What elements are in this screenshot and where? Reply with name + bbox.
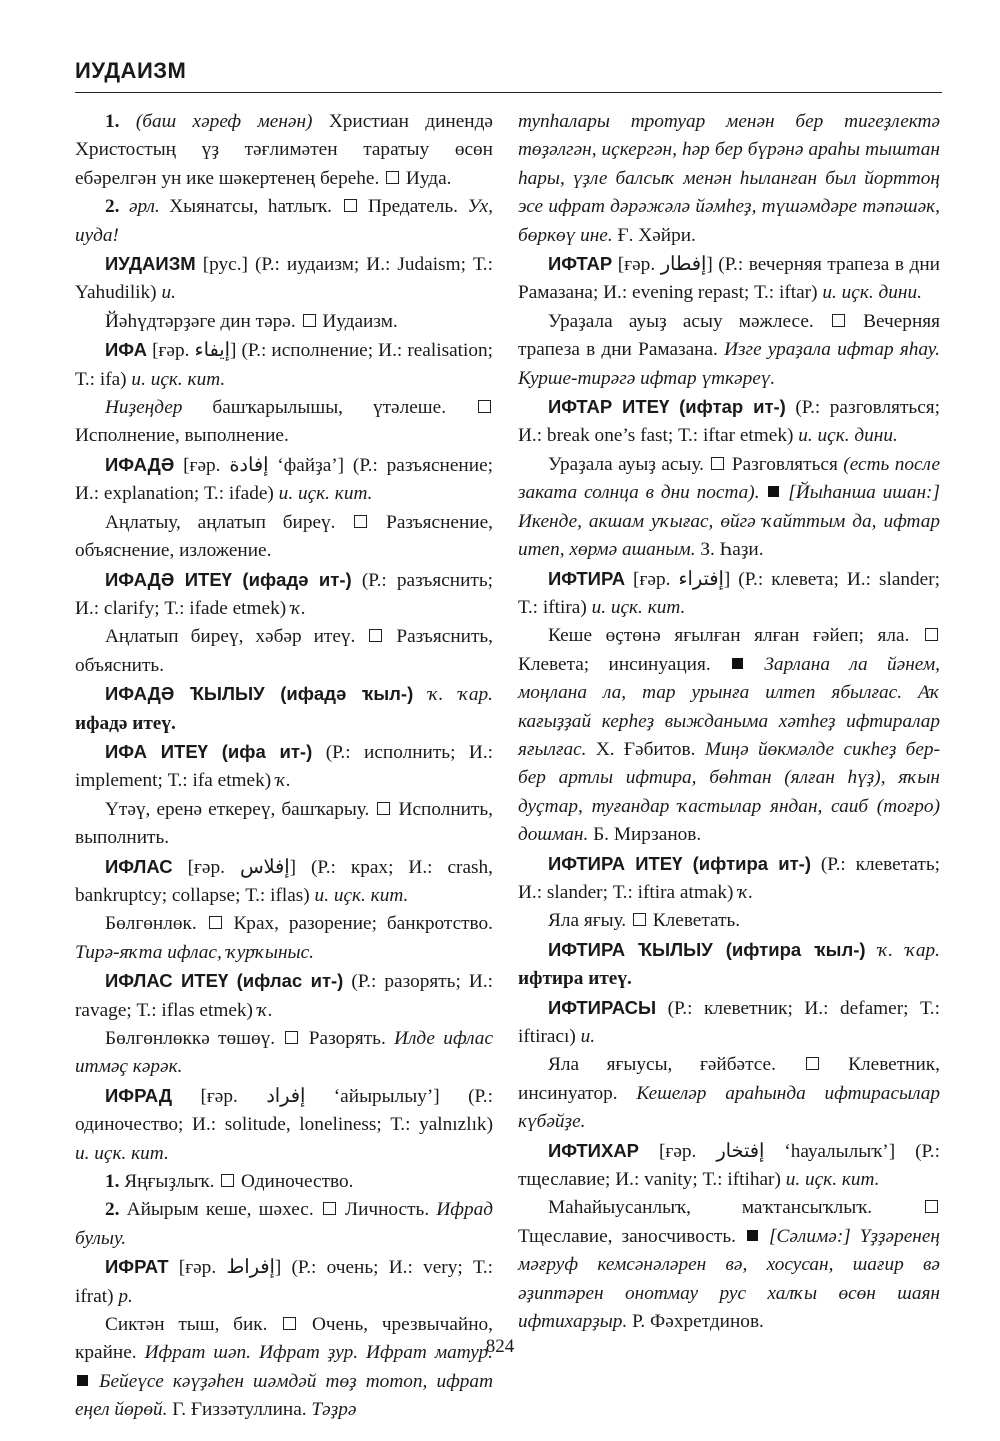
entry-headword: ИФЛАС ИТЕҮ (ифлас ит-) (105, 970, 344, 992)
translation-square-icon (377, 802, 390, 815)
etymology-text: (Р.: исполнить; И.: implement; Т.: ifa etmek) (75, 741, 493, 792)
translation-text: Исполнение, выполнение. (75, 425, 289, 447)
etymology-text: [ғәр. إفتخار ‘һауалылыҡ’] (Р.: тщеславие; И.: vanity; Т.: iftihar) (518, 1140, 940, 1191)
example-text: Илде ифлас итмәҫ кәрәк. (75, 1028, 493, 1078)
etymology-text: (Р.: разъяснить; И.: clarify; Т.: ifade etmek) (75, 569, 493, 619)
grammar-label: ҡ. ҡар. (865, 939, 940, 961)
definition-line (75, 308, 493, 336)
grammar-label: әрл. (129, 196, 160, 218)
example-text: Ифрад булыу. (75, 1199, 493, 1249)
etymology-text: (Р.: клеветник; И.: defamer; Т.: iftiracı) (518, 997, 940, 1047)
running-head: ИУДАИЗМ (75, 58, 187, 83)
etymology-text: [ғәр. إفراد ‘айырылыу’] (Р.: одиночество; И.: solitude, loneliness; Т.: yalnızlık) (75, 1085, 493, 1136)
translation-square-icon (633, 913, 646, 926)
entry-headword-line (75, 1082, 493, 1168)
definition-text: Үтәү, еренә еткереү, башҡарыу. (105, 798, 376, 820)
quotation-text: тупһалары тротуар менән бер тигеҙлектә төҙәлгән, иҫкергән, һәр бер бүрәнә араһы тыштан һары, үҙле балсыҡ менән һыланған был йорттоң эсе ифрат дәрәжәлә йәмһеҙ, түшәмдәре тәпәшәк, бөркөү ине. (518, 111, 940, 246)
definition-text: Бөлгөнлөккә төшөү. (105, 1028, 284, 1049)
definition-text: Христиан динендә Христостың үҙ тәғлимәтен таратыу өсөн ебәрелгән ун ике шәкертенең береһе. (75, 111, 493, 189)
grammar-label: и. иҫк. кит. (75, 1142, 169, 1164)
entry-headword-line (75, 967, 493, 1025)
sense-item (75, 193, 493, 250)
sense-item (75, 1196, 493, 1253)
page-number: 824 (485, 1336, 515, 1357)
definition-text: Маһайыусанлыҡ, маҡтансыҡлыҡ. (548, 1197, 923, 1219)
translation-text: Разговляться (726, 453, 844, 475)
entry-headword-line (518, 994, 940, 1052)
entry-headword: ИФРАД (105, 1084, 173, 1106)
translation-text: Клеветать. (647, 910, 741, 932)
entry-headword: ИФАДӘ ИТЕҮ (ифадә ит-) (105, 568, 352, 590)
translation-text: Предатель. (358, 196, 468, 218)
grammar-label: ҡ. (276, 770, 291, 792)
etymology-text: [ғәр. إفطار] (Р.: вечерняя трапеза в дни Рамазана; И.: evening repast; Т.: iftar) (518, 254, 940, 304)
translation-square-icon (925, 1200, 938, 1213)
translation-text: Личность. (337, 1199, 437, 1221)
entry-headword: ИФА ИТЕҮ (ифа ит-) (105, 740, 313, 762)
example-text: Ниҙеңдер (105, 397, 183, 419)
definition-text: Яла яғыу. (548, 910, 631, 932)
entry-headword: ИФТИХАР (548, 1139, 640, 1161)
translation-text: Очень, чрезвычайно, крайне. (75, 1314, 493, 1364)
quotation-author: Х. Ғәбитов. (586, 738, 705, 760)
entry-headword-line (75, 250, 493, 308)
translation-square-icon (478, 400, 491, 413)
definition-line (518, 1051, 940, 1136)
definition-text: Йәһүдтәрҙәге дин тәрә. (105, 310, 301, 332)
grammar-label: ҡ. ҡар. (413, 684, 493, 706)
entry-headword-line (75, 680, 493, 738)
translation-text: Исполнить, выполнить. (75, 798, 493, 849)
sense-item (75, 108, 493, 193)
definition-text: Яла яғыусы, ғәйбәтсе. (548, 1054, 804, 1076)
translation-square-icon (323, 1202, 336, 1215)
definition-line (75, 394, 493, 451)
entry-headword-line (518, 1137, 940, 1195)
definition-line (75, 1025, 493, 1082)
translation-text: Иудаизм. (317, 310, 398, 332)
header-rule (75, 92, 942, 93)
quotation-text: Миңә йөкмәлде сикһеҙ бер-бер артлы ифтира, бөһтан (ялған һүҙ), яҡын дуҫтар, туғандар ҡастылар яндан, саиб (тоғро) дошман. (518, 738, 940, 846)
definition-line (75, 623, 493, 680)
definition-text: Аңлатып биреү, хәбәр итеү. (105, 626, 368, 648)
translation-square-icon (283, 1317, 296, 1330)
definition-line (75, 1311, 493, 1425)
grammar-label: ҡ. (738, 881, 754, 903)
entry-headword: ИФТИРА (548, 567, 626, 589)
quotation-text: [Сәлимә:] Үҙҙәренең мәғруф кемсәнәләрен вә, хосусан, шағир вә әҙиптәрен онотмау рус халҡы өсөн шаян ифтихарҙыр. (518, 1225, 940, 1333)
quotation-square-icon (747, 1230, 758, 1241)
grammar-label: ҡ. (257, 999, 273, 1021)
translation-square-icon (806, 1057, 819, 1070)
left-column (75, 108, 493, 1425)
translation-text: Разъяснить, объяснить. (75, 626, 493, 676)
entry-headword: ИФТАР (548, 253, 613, 275)
translation-text: Вечерняя трапеза в дни Рамазана. (518, 310, 940, 361)
translation-text: Клеветник, инсинуатор. (518, 1054, 940, 1104)
translation-text: Клевета; инсинуация. (518, 653, 731, 675)
translation-text: Иуда. (401, 167, 452, 189)
definition-text: башҡарылышы, үтәлеше. (182, 397, 476, 419)
grammar-label: р. (118, 1285, 133, 1307)
definition-text: Кеше өҫтөнә яғылған ялған ғәйеп; яла. (548, 625, 923, 647)
quotation-square-icon (732, 658, 743, 669)
example-text: Ух, иуда! (75, 196, 493, 246)
grammar-label: и. иҫк. кит. (278, 483, 373, 505)
translation-square-icon (209, 916, 222, 929)
entry-headword: ИФТИРА ИТЕҮ (ифтира ит-) (548, 852, 812, 874)
definition-line (518, 308, 940, 393)
translation-square-icon (221, 1174, 234, 1187)
entry-headword-line (518, 250, 940, 308)
sense-number: 2. (105, 1199, 120, 1221)
definition-text: Бөлгөнлөк. (105, 913, 207, 935)
definition-text: Сиктән тыш, бик. (105, 1314, 282, 1336)
definition-line (518, 622, 940, 849)
example-text: Тирә-яҡта ифлас, ҡурҡыныс. (75, 941, 314, 963)
right-column (518, 108, 940, 1336)
etymology-text: [ғәр. إفادة ‘файҙа’] (Р.: разъяснение; И.: explanation; Т.: ifade) (75, 454, 493, 505)
translation-square-icon (369, 629, 382, 642)
example-text: (есть после заката солнца в дни поста). (518, 453, 940, 504)
etymology-text: [ғәр. إفلاس] (Р.: крах; И.: crash, bankruptcy; collapse; Т.: iflas) (75, 856, 493, 906)
entry-headword: ИФАДӘ (105, 453, 175, 475)
grammar-label: ҡ. (290, 597, 306, 619)
definition-text: Ураҙала ауыҙ асыу. (548, 453, 710, 475)
definition-text: Аңлатыу, аңлатып биреү. (105, 511, 353, 533)
translation-square-icon (386, 171, 399, 184)
quotation-author: Ғ. Хәйри. (612, 224, 696, 246)
quotation-text: [Йыһанша ишан:] Икенде, акшам уҡығас, өйгә ҡайттым да, ифтар итеп, хөрмә ашаным. (518, 482, 940, 561)
grammar-label: и. иҫк. кит. (131, 368, 226, 390)
translation-square-icon (303, 314, 316, 327)
entry-headword-line (75, 336, 493, 394)
entry-headword: ИФА (105, 339, 147, 361)
quotation-text: Тәҙрә (311, 1399, 357, 1421)
quotation-author: Р. Фәхретдинов. (627, 1311, 764, 1333)
grammar-label: (баш хәреф менән) (135, 111, 313, 132)
quotation-square-icon (768, 486, 779, 497)
translation-square-icon (832, 314, 845, 327)
entry-headword: ИФРАТ (105, 1256, 169, 1278)
translation-square-icon (925, 628, 938, 641)
entry-headword: ИФТИРА ҠЫЛЫУ (ифтира ҡыл-) (548, 938, 866, 960)
entry-headword-line (75, 1253, 493, 1311)
etymology-text: [ғәр. إفتراء] (Р.: клевета; И.: slander; Т.: iftira) (518, 568, 940, 618)
definition-text: Хыянатсы, һатлыҡ. (159, 196, 342, 218)
entry-headword-line (518, 393, 940, 451)
definition-line (518, 1194, 940, 1336)
entry-headword: ИУДАИЗМ (105, 253, 196, 275)
entry-headword: ИФТАР ИТЕҮ (ифтар ит-) (548, 396, 786, 418)
definition-line (75, 509, 493, 566)
entry-headword-line (518, 936, 940, 994)
entry-headword-line (518, 850, 940, 908)
definition-text: Айырым кеше, шәхес. (119, 1199, 321, 1221)
translation-text: Разъяснение, объяснение, изложение. (75, 511, 493, 562)
entry-headword-line (75, 566, 493, 624)
etymology-text: (Р.: клеветать; И.: slander; Т.: iftira atmak) (518, 853, 940, 903)
example-text: Ифрат шәп. Ифрат ҙур. Ифрат матур. (144, 1342, 493, 1364)
etymology-text: [ғәр. إفراط] (Р.: очень; И.: very; Т.: ifrat) (75, 1257, 493, 1307)
translation-square-icon (354, 515, 367, 528)
entry-headword-line (518, 565, 940, 623)
cross-reference: ифтира итеү. (518, 968, 632, 990)
etymology-text: [рус.] (Р.: иудаизм; И.: Judaism; Т.: Yahudilik) (75, 254, 493, 304)
sense-number: 2. (105, 196, 120, 218)
entry-headword: ИФТИРАСЫ (548, 996, 657, 1018)
etymology-text: (Р.: разговляться; И.: break one’s fast; Т.: iftar etmek) (518, 397, 940, 447)
entry-headword: ИФАДӘ ҠЫЛЫУ (ифадә ҡыл-) (105, 683, 414, 705)
translation-square-icon (344, 199, 357, 212)
definition-line (518, 907, 940, 935)
entry-headword-line (75, 451, 493, 509)
quotation-text: Бейеүсе кәүҙәһен шәмдәй төҙ тотоп, ифрат еңел йөрөй. (75, 1370, 493, 1421)
definition-line (75, 910, 493, 967)
grammar-label: и. (161, 282, 176, 304)
quotation-author: З. Һаҙи. (695, 539, 764, 561)
example-text: Кешеләр араһында ифтирасылар күбәйҙе. (518, 1082, 940, 1133)
quotation-author: Б. Мирзанов. (588, 824, 702, 846)
translation-square-icon (285, 1031, 298, 1044)
grammar-label: и. иҫк. кит. (591, 596, 686, 618)
entry-headword-line (75, 853, 493, 911)
entry-headword-line (75, 738, 493, 796)
entry-headword: ИФЛАС (105, 855, 173, 877)
grammar-label: и. иҫк. дини. (822, 282, 922, 304)
translation-text: Одиночество. (236, 1171, 354, 1193)
definition-line (518, 451, 940, 565)
sense-number: 1. (105, 111, 120, 132)
definition-text: Ураҙала ауыҙ асыу мәжлесе. (548, 310, 830, 332)
translation-text: Разорять. (300, 1028, 395, 1049)
example-text: Изге ураҙала ифтар яһау. Курше-тирәгә ифтар үткәреү. (518, 339, 940, 389)
definition-line (518, 108, 940, 250)
sense-item (75, 1168, 493, 1196)
translation-text: Тщеславие, заносчивость. (518, 1225, 745, 1247)
quotation-text: Зарлана ла йәнем, моңлана ла, тар урынға илтеп ябылғас. Аҡ кағыҙҙай керһеҙ выжданыма хәтһеҙ ифтиралар яғылғас. (518, 653, 940, 760)
grammar-label: и. иҫк. дини. (798, 425, 898, 447)
translation-square-icon (711, 457, 724, 470)
translation-text: Крах, разорение; банкротство. (223, 913, 493, 935)
grammar-label: и. иҫк. кит. (785, 1169, 880, 1191)
etymology-text: [ғәр. إيفاء] (Р.: исполнение; И.: realisation; Т.: ifa) (75, 340, 493, 390)
definition-text: Яңғыҙлыҡ. (119, 1171, 220, 1193)
etymology-text: (Р.: разорять; И.: ravage; Т.: iflas etmek) (75, 971, 493, 1021)
grammar-label: и. (580, 1026, 596, 1047)
cross-reference: ифадә итеү. (75, 712, 176, 734)
quotation-author: Г. Ғиззәтуллина. (167, 1399, 312, 1421)
sense-number: 1. (105, 1171, 120, 1193)
definition-line (75, 796, 493, 853)
grammar-label: и. иҫк. кит. (314, 884, 409, 906)
quotation-square-icon (77, 1375, 88, 1386)
